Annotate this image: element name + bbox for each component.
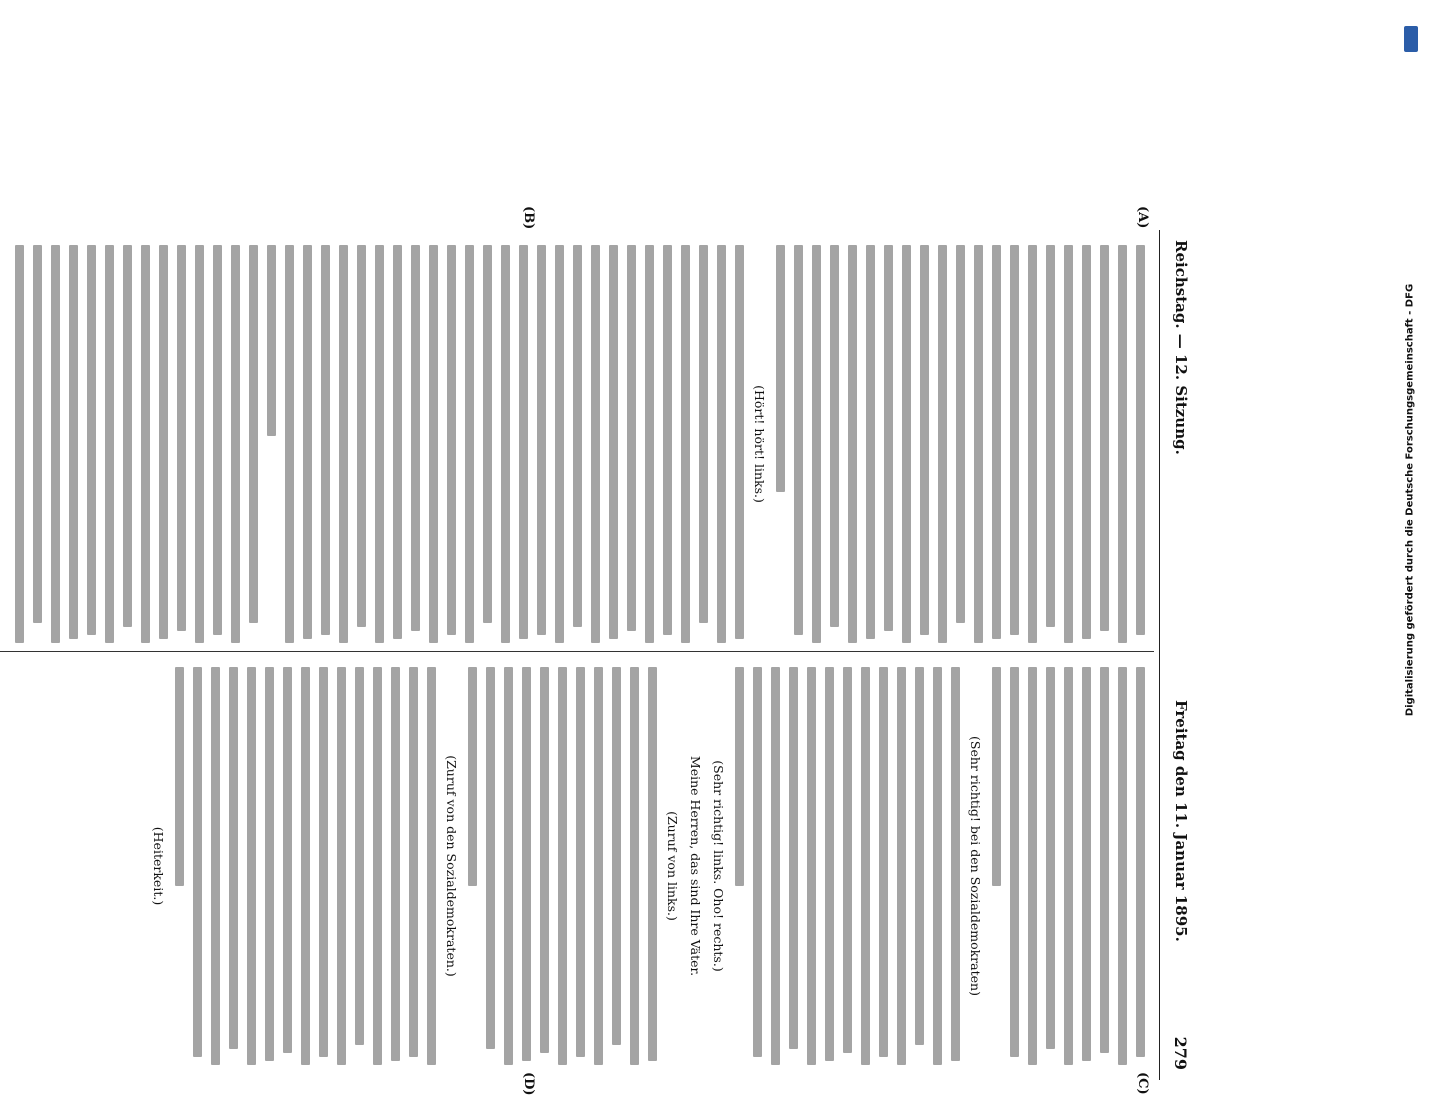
text-line xyxy=(769,667,780,1065)
text-line xyxy=(805,667,816,1065)
text-line xyxy=(211,245,222,643)
text-line xyxy=(733,667,744,1065)
text-line xyxy=(751,667,762,1065)
text-line xyxy=(175,245,186,643)
text-line xyxy=(265,245,276,643)
text-line xyxy=(1134,667,1145,1065)
rotated-document-page xyxy=(0,200,1216,1100)
text-line xyxy=(895,667,906,1065)
text-line xyxy=(1044,667,1055,1065)
text-line xyxy=(389,667,400,1065)
text-line xyxy=(900,245,911,643)
text-line xyxy=(1098,667,1109,1065)
running-header xyxy=(1164,240,1194,1070)
text-line xyxy=(463,245,474,643)
text-line xyxy=(427,245,438,643)
text-line xyxy=(1062,245,1073,643)
text-line xyxy=(787,667,798,1065)
text-line xyxy=(774,245,785,643)
text-line xyxy=(1116,667,1127,1065)
text-line xyxy=(954,245,965,643)
text-line xyxy=(918,245,929,643)
text-line xyxy=(517,245,528,643)
text-line xyxy=(697,245,708,643)
text-line xyxy=(643,245,654,643)
text-line xyxy=(610,667,621,1065)
dfg-credit-text: Digitalisierung gefördert durch die Deutsche Forschungsgemeinschaft - DFG xyxy=(1404,283,1416,717)
text-line xyxy=(281,667,292,1065)
text-line xyxy=(1080,667,1091,1065)
scanned-page-area xyxy=(66,50,1366,1096)
text-line xyxy=(121,245,132,643)
text-line xyxy=(1080,245,1091,643)
text-line xyxy=(715,245,726,643)
text-line xyxy=(409,245,420,643)
text-line xyxy=(592,667,603,1065)
text-line xyxy=(13,245,24,643)
text-line xyxy=(792,245,803,643)
text-line xyxy=(466,667,477,1065)
text-line xyxy=(972,245,983,643)
text-line xyxy=(373,245,384,643)
text-line xyxy=(589,245,600,643)
text-line xyxy=(193,245,204,643)
text-line xyxy=(571,245,582,643)
text-line xyxy=(173,667,184,1065)
text-line xyxy=(502,667,513,1065)
text-line xyxy=(391,245,402,643)
text-line xyxy=(535,245,546,643)
text-line xyxy=(1116,245,1127,643)
text-line xyxy=(85,245,96,643)
text-line xyxy=(936,245,947,643)
text-line xyxy=(317,667,328,1065)
text-line xyxy=(1134,245,1145,643)
text-line xyxy=(481,245,492,643)
text-line xyxy=(913,667,924,1065)
text-line xyxy=(229,245,240,643)
text-line xyxy=(263,667,274,1065)
text-line xyxy=(49,245,60,643)
text-line xyxy=(484,667,495,1065)
text-line xyxy=(864,245,875,643)
dfg-credit-strip xyxy=(1392,20,1428,980)
text-line xyxy=(1062,667,1073,1065)
text-line xyxy=(191,667,202,1065)
text-line xyxy=(846,245,857,643)
left-column xyxy=(6,245,1146,643)
header-rule xyxy=(1159,230,1160,1080)
text-line xyxy=(337,245,348,643)
text-line xyxy=(31,245,42,643)
margin-mark-a: (A) xyxy=(1135,206,1150,229)
text-line xyxy=(877,667,888,1065)
column-separator xyxy=(0,651,1154,652)
interjection-line: (Zuruf von links.) xyxy=(665,811,680,921)
text-line xyxy=(646,667,657,1065)
header-session: Reichstag. — 12. Sitzung. xyxy=(1172,240,1190,455)
text-line xyxy=(247,245,258,643)
text-line xyxy=(355,245,366,643)
margin-mark-b: (B) xyxy=(521,206,536,230)
text-line xyxy=(823,667,834,1065)
text-line xyxy=(139,245,150,643)
text-line xyxy=(1098,245,1109,643)
text-line xyxy=(1008,245,1019,643)
text-line xyxy=(661,245,672,643)
text-line xyxy=(625,245,636,643)
text-line xyxy=(882,245,893,643)
text-line xyxy=(949,667,960,1065)
interjection-line: (Zuruf von den Sozialdemokraten.) xyxy=(444,755,459,977)
text-line xyxy=(407,667,418,1065)
text-line xyxy=(209,667,220,1065)
text-line xyxy=(538,667,549,1065)
text-line xyxy=(299,667,310,1065)
text-line xyxy=(990,245,1001,643)
text-line xyxy=(574,667,585,1065)
text-line xyxy=(1026,667,1037,1065)
text-line xyxy=(679,245,690,643)
text-line xyxy=(245,667,256,1065)
text-line xyxy=(353,667,364,1065)
text-line xyxy=(103,245,114,643)
text-line xyxy=(810,245,821,643)
text-line xyxy=(67,245,78,643)
interjection-line: Meine Herren, das sind Ihre Väter. xyxy=(688,755,703,977)
header-date: Freitag den 11. Januar 1895. xyxy=(1172,700,1190,942)
text-line xyxy=(319,245,330,643)
text-line xyxy=(931,667,942,1065)
page-number: 279 xyxy=(1171,1036,1190,1070)
interjection-line: (Hört! hört! links.) xyxy=(752,385,767,503)
text-line xyxy=(283,245,294,643)
text-line xyxy=(1044,245,1055,643)
text-line xyxy=(733,245,744,643)
text-line xyxy=(1026,245,1037,643)
text-line xyxy=(301,245,312,643)
text-line xyxy=(553,245,564,643)
text-line xyxy=(828,245,839,643)
text-line xyxy=(157,245,168,643)
text-line xyxy=(628,667,639,1065)
text-line xyxy=(520,667,531,1065)
text-line xyxy=(371,667,382,1065)
right-column xyxy=(143,667,1146,1065)
interjection-line: (Sehr richtig! links. Oho! rechts.) xyxy=(711,760,726,972)
interjection-line: (Heiterkeit.) xyxy=(151,826,166,906)
text-line xyxy=(859,667,870,1065)
text-line xyxy=(335,667,346,1065)
text-line xyxy=(445,245,456,643)
text-line xyxy=(841,667,852,1065)
text-line xyxy=(227,667,238,1065)
text-line xyxy=(607,245,618,643)
text-line xyxy=(425,667,436,1065)
text-line xyxy=(556,667,567,1065)
margin-mark-c: (C) xyxy=(1135,1072,1150,1095)
text-line xyxy=(1008,667,1019,1065)
text-line xyxy=(990,667,1001,1065)
margin-mark-d: (D) xyxy=(521,1072,536,1096)
text-line xyxy=(499,245,510,643)
interjection-line: (Sehr richtig! bei den Sozialdemokraten) xyxy=(968,736,983,996)
